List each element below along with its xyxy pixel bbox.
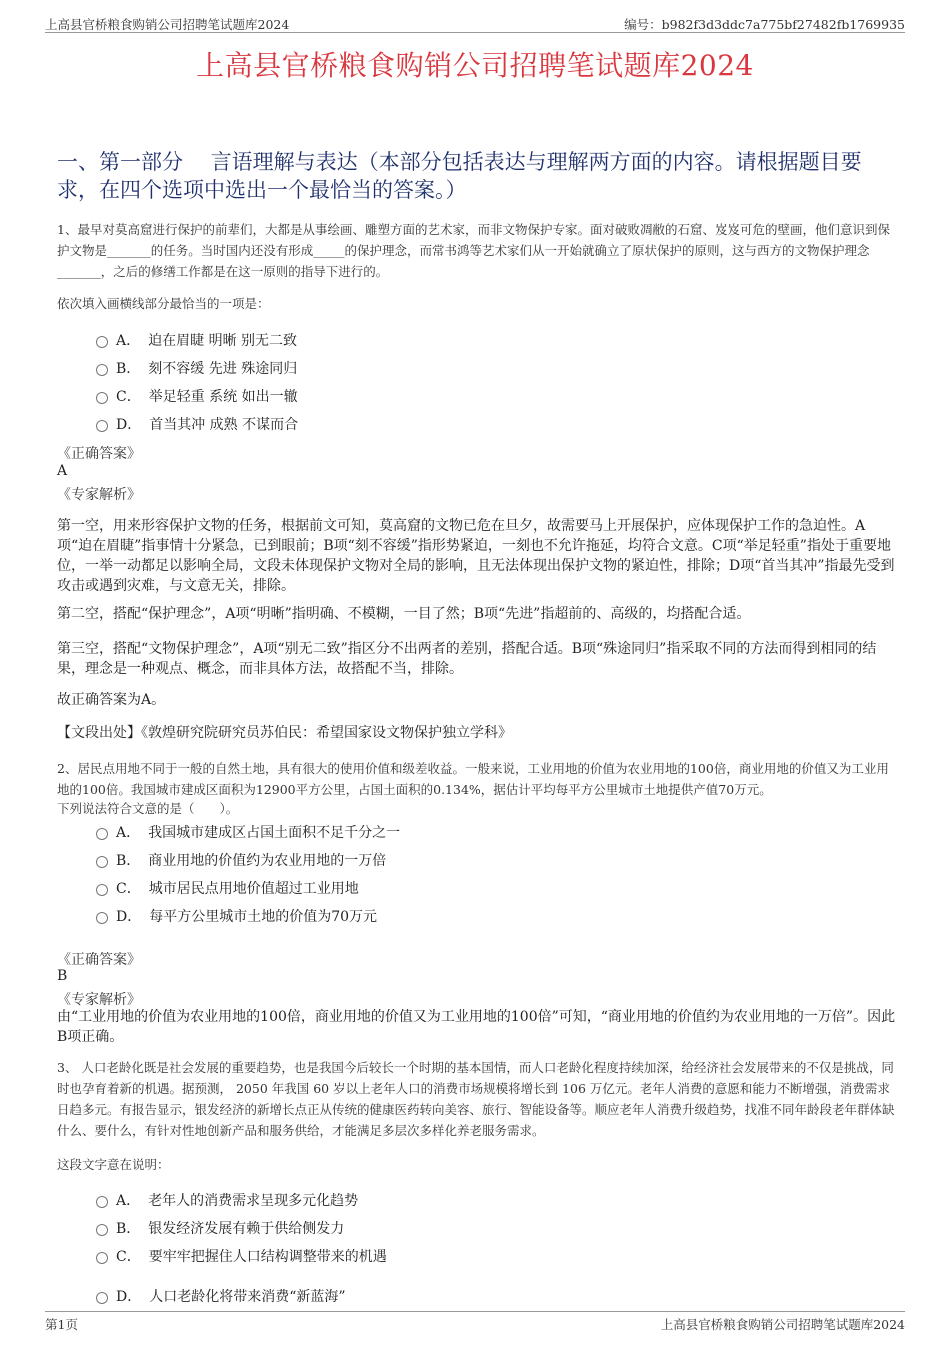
q1-analysis-paragraph: 第二空，搭配“保护理念”，A项“明晰”指明确、不模糊，一目了然；B项“先进”指超前的、高级的，均搭配合适。 [57,606,751,622]
option-key: C． [116,1249,141,1265]
q1-option-b[interactable] [96,358,297,378]
option-key: B． [116,361,141,377]
option-text: 举足轻重 系统 如出一辙 [148,389,298,405]
q2-text: 2、居民点用地不同于一般的自然土地，具有很大的使用价值和级差收益。一般来说，工业用地的价值为农业用地的100倍，商业用地的价值又为工业用地的100倍。我国城市建成区面积为12900平方公里，占国土面积的0.134%，据估计平均每平方公里城市土地提供产值70万元。 [57,761,889,797]
q1-analysis-paragraph: 第三空，搭配“文物保护理念”，A项“别无二致”指区分不出两者的差别，搭配合适。B项“殊途同归”指采取不同的方法而得到相同的结果，理念是一种观点、概念，而非具体方法，故搭配不当，排除。 [57,641,877,677]
option-key: B． [116,1221,141,1237]
q2-analysis-label: 《专家解析》 [57,992,141,1008]
header-doc-title: 上高县官桥粮食购销公司招聘笔试题库2024 [45,17,290,32]
page-number: 第1页 [45,1317,78,1332]
q3-option-a[interactable] [96,1190,358,1210]
q1-text: 1、最早对莫高窟进行保护的前辈们，大都是从事绘画、雕塑方面的艺术家，而非文物保护专家。面对破败凋敝的石窟、岌岌可危的壁画，他们意识到保护文物是_______的任务。当时国内还没有形成_____的保护理念，而常书鸿等艺术家们从一开始就确立了原状保护的原则，这与西方的文物保护理念_______，之后的修缮工作都是在这一原则的指导下进行的。 [57,222,890,279]
option-key: C． [116,389,141,405]
option-text: 迫在眉睫 明晰 别无二致 [148,333,298,349]
q2-option-b[interactable] [96,850,386,870]
q2-analysis: 由“工业用地的价值为农业用地的100倍，商业用地的价值又为工业用地的100倍”可知，“商业用地的价值约为农业用地的一万倍”。因此B项正确。 [57,1009,896,1045]
option-text: 银发经济发展有赖于供给侧发力 [148,1221,345,1237]
q3-prompt: 这段文字意在说明： [57,1157,170,1172]
radio-icon[interactable] [96,392,108,404]
q1-prompt: 依次填入画横线部分最恰当的一项是： [57,296,270,311]
radio-icon[interactable] [96,1292,108,1304]
option-key: D． [116,417,142,433]
page-footer [45,1311,905,1332]
section-heading: 一、第一部分 言语理解与表达（本部分包括表达与理解两方面的内容。请根据题目要求，在四个选项中选出一个最恰当的答案。） [57,150,862,202]
option-key: A． [116,1193,141,1209]
option-key: B． [116,853,141,869]
option-text: 首当其冲 成熟 不谋而合 [149,417,299,433]
q1-option-d[interactable] [96,414,298,434]
option-key: D． [116,1289,142,1305]
q3-option-c[interactable] [96,1246,387,1266]
q2-option-c[interactable] [96,878,359,898]
radio-icon[interactable] [96,364,108,376]
q2-answer: B [57,968,68,984]
q1-analysis-label: 《专家解析》 [57,487,141,503]
radio-icon[interactable] [96,1252,108,1264]
option-key: D． [116,909,142,925]
q1-option-a[interactable] [96,330,297,350]
option-key: C． [116,881,141,897]
radio-icon[interactable] [96,884,108,896]
q1-option-c[interactable] [96,386,298,406]
option-text: 要牢牢把握住人口结构调整带来的机遇 [148,1249,387,1265]
q2-option-d[interactable] [96,906,377,926]
footer-doc-title: 上高县官桥粮食购销公司招聘笔试题库2024 [660,1317,905,1332]
page-header [45,14,905,33]
q3-text: 3、 人口老龄化既是社会发展的重要趋势，也是我国今后较长一个时期的基本国情，而人口老龄化程度持续加深，给经济社会发展带来的不仅是挑战，同时也孕育着新的机遇。据预测， 2050 年我国 60 岁以上老年人口的消费市场规模将增长到 106 万亿元。老年人消费的意愿和能力不断增强，消费需求日趋多元。有报告显示，银发经济的新增长点正从传统的健康医药转向美容、旅行、智能设备等。顺应老年人消费升级趋势，找准不同年龄段老年群体缺什么、要什么，有针对性地创新产品和服务供给，才能满足多层次多样化养老服务需求。 [57,1060,895,1138]
option-text: 老年人的消费需求呈现多元化趋势 [148,1193,359,1209]
header-doc-id: 编号：b982f3d3ddc7a775bf27482fb1769935 [624,17,905,32]
q1-answer-label: 《正确答案》 [57,446,141,462]
option-text: 商业用地的价值约为农业用地的一万倍 [148,853,387,869]
option-key: A． [116,333,141,349]
radio-icon[interactable] [96,856,108,868]
radio-icon[interactable] [96,1196,108,1208]
q1-source: 【文段出处】《敦煌研究院研究员苏伯民：希望国家设文物保护独立学科》 [57,725,512,741]
q1-analysis-paragraph: 第一空，用来形容保护文物的任务，根据前文可知，莫高窟的文物已危在旦夕，故需要马上开展保护，应体现保护工作的急迫性。A项“迫在眉睫”指事情十分紧急，已到眼前；B项“刻不容缓”指形势紧迫，一刻也不允许拖延，均符合文意。C项“举足轻重”指处于重要地位，一举一动都足以影响全局，文段未体现保护文物对全局的影响，且无法体现出保护文物的紧迫性，排除；D项“首当其冲”指最先受到攻击或遇到灾难，与文意无关，排除。 [57,518,895,594]
option-text: 每平方公里城市土地的价值为70万元 [149,909,378,925]
q1-answer: A [57,463,68,479]
option-text: 我国城市建成区占国土面积不足千分之一 [148,825,401,841]
option-text: 刻不容缓 先进 殊途同归 [148,361,298,377]
q2-prompt: 下列说法符合文意的是（ ）。 [57,801,239,816]
radio-icon[interactable] [96,828,108,840]
option-text: 城市居民点用地价值超过工业用地 [148,881,359,897]
radio-icon[interactable] [96,1224,108,1236]
radio-icon[interactable] [96,336,108,348]
option-text: 人口老龄化将带来消费“新蓝海” [149,1289,346,1305]
q2-option-a[interactable] [96,822,400,842]
option-key: A． [116,825,141,841]
q2-answer-label: 《正确答案》 [57,952,141,968]
q3-option-d[interactable] [96,1286,346,1306]
radio-icon[interactable] [96,420,108,432]
q1-analysis-conclusion: 故正确答案为A。 [57,692,166,708]
q3-option-b[interactable] [96,1218,344,1238]
page-title: 上高县官桥粮食购销公司招聘笔试题库2024 [196,49,754,82]
radio-icon[interactable] [96,912,108,924]
